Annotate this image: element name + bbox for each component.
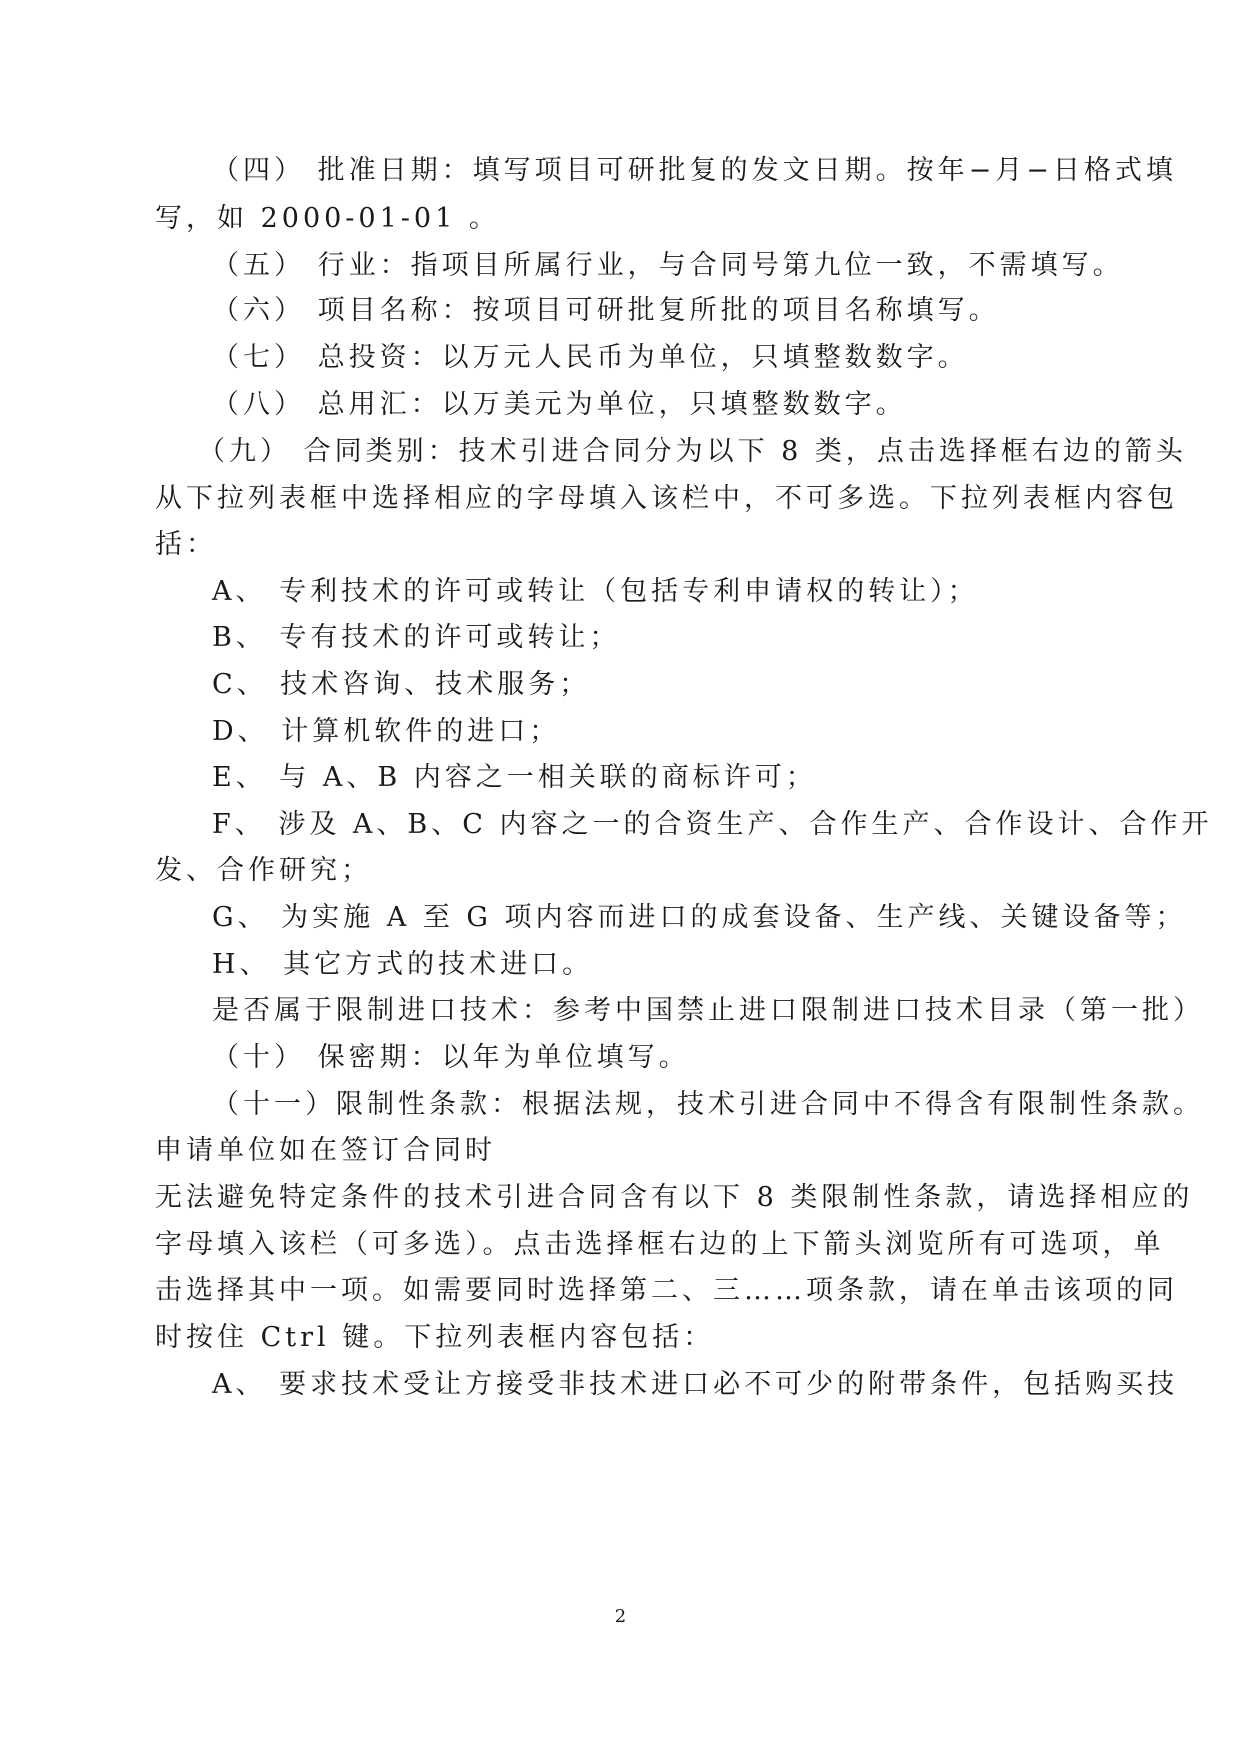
text-line: E、 与 A、B 内容之一相关联的商标许可； — [212, 762, 817, 793]
text-line: 写，如 2000-01-01 。 — [155, 203, 500, 234]
text-line: D、 计算机软件的进口； — [212, 716, 561, 747]
text-line: 是否属于限制进口技术：参考中国禁止进口限制进口技术目录（第一批） — [212, 995, 1204, 1026]
text-line: （五） 行业：指项目所属行业，与合同号第九位一致，不需填写。 — [212, 250, 1124, 281]
text-line: 击选择其中一项。如需要同时选择第二、三……项条款，请在单击该项的同 — [155, 1275, 1178, 1306]
text-line: （九） 合同类别：技术引进合同分为以下 8 类，点击选择框右边的箭头 — [198, 436, 1187, 467]
text-line: （十） 保密期：以年为单位填写。 — [212, 1042, 690, 1073]
text-line: 从下拉列表框中选择相应的字母填入该栏中，不可多选。下拉列表框内容包 — [155, 483, 1178, 514]
text-line: C、 技术咨询、技术服务； — [212, 669, 591, 700]
text-line: 发、合作研究； — [155, 855, 372, 886]
text-line: 无法避免特定条件的技术引进合同含有以下 8 类限制性条款，请选择相应的 — [155, 1182, 1194, 1213]
text-line: 时按住 Ctrl 键。下拉列表框内容包括： — [155, 1322, 715, 1353]
text-line: （四） 批准日期：填写项目可研批复的发文日期。按年−月−日格式填 — [212, 155, 1177, 186]
text-line: 括： — [155, 529, 217, 560]
text-line: （八） 总用汇：以万美元为单位，只填整数数字。 — [212, 389, 907, 420]
text-line: 申请单位如在签订合同时 — [155, 1135, 496, 1166]
text-line: B、 专有技术的许可或转让； — [212, 622, 621, 653]
text-line: （十一）限制性条款：根据法规，技术引进合同中不得含有限制性条款。 — [212, 1089, 1204, 1120]
text-line: 字母填入该栏（可多选）。点击选择框右边的上下箭头浏览所有可选项，单 — [155, 1229, 1165, 1260]
text-line: H、 其它方式的技术进口。 — [212, 949, 594, 980]
text-line: A、 专利技术的许可或转让（包括专利申请权的转让）； — [212, 576, 979, 607]
text-line: （七） 总投资：以万元人民币为单位，只填整数数字。 — [212, 342, 969, 373]
text-line: G、 为实施 A 至 G 项内容而进口的成套设备、生产线、关键设备等； — [212, 902, 1187, 933]
text-line: （六） 项目名称：按项目可研批复所批的项目名称填写。 — [212, 295, 1000, 326]
text-line: A、 要求技术受让方接受非技术进口必不可少的附带条件，包括购买技 — [212, 1369, 1179, 1400]
text-line: F、 涉及 A、B、C 内容之一的合资生产、合作生产、合作设计、合作开 — [212, 809, 1213, 840]
page-number: 2 — [614, 1606, 627, 1627]
